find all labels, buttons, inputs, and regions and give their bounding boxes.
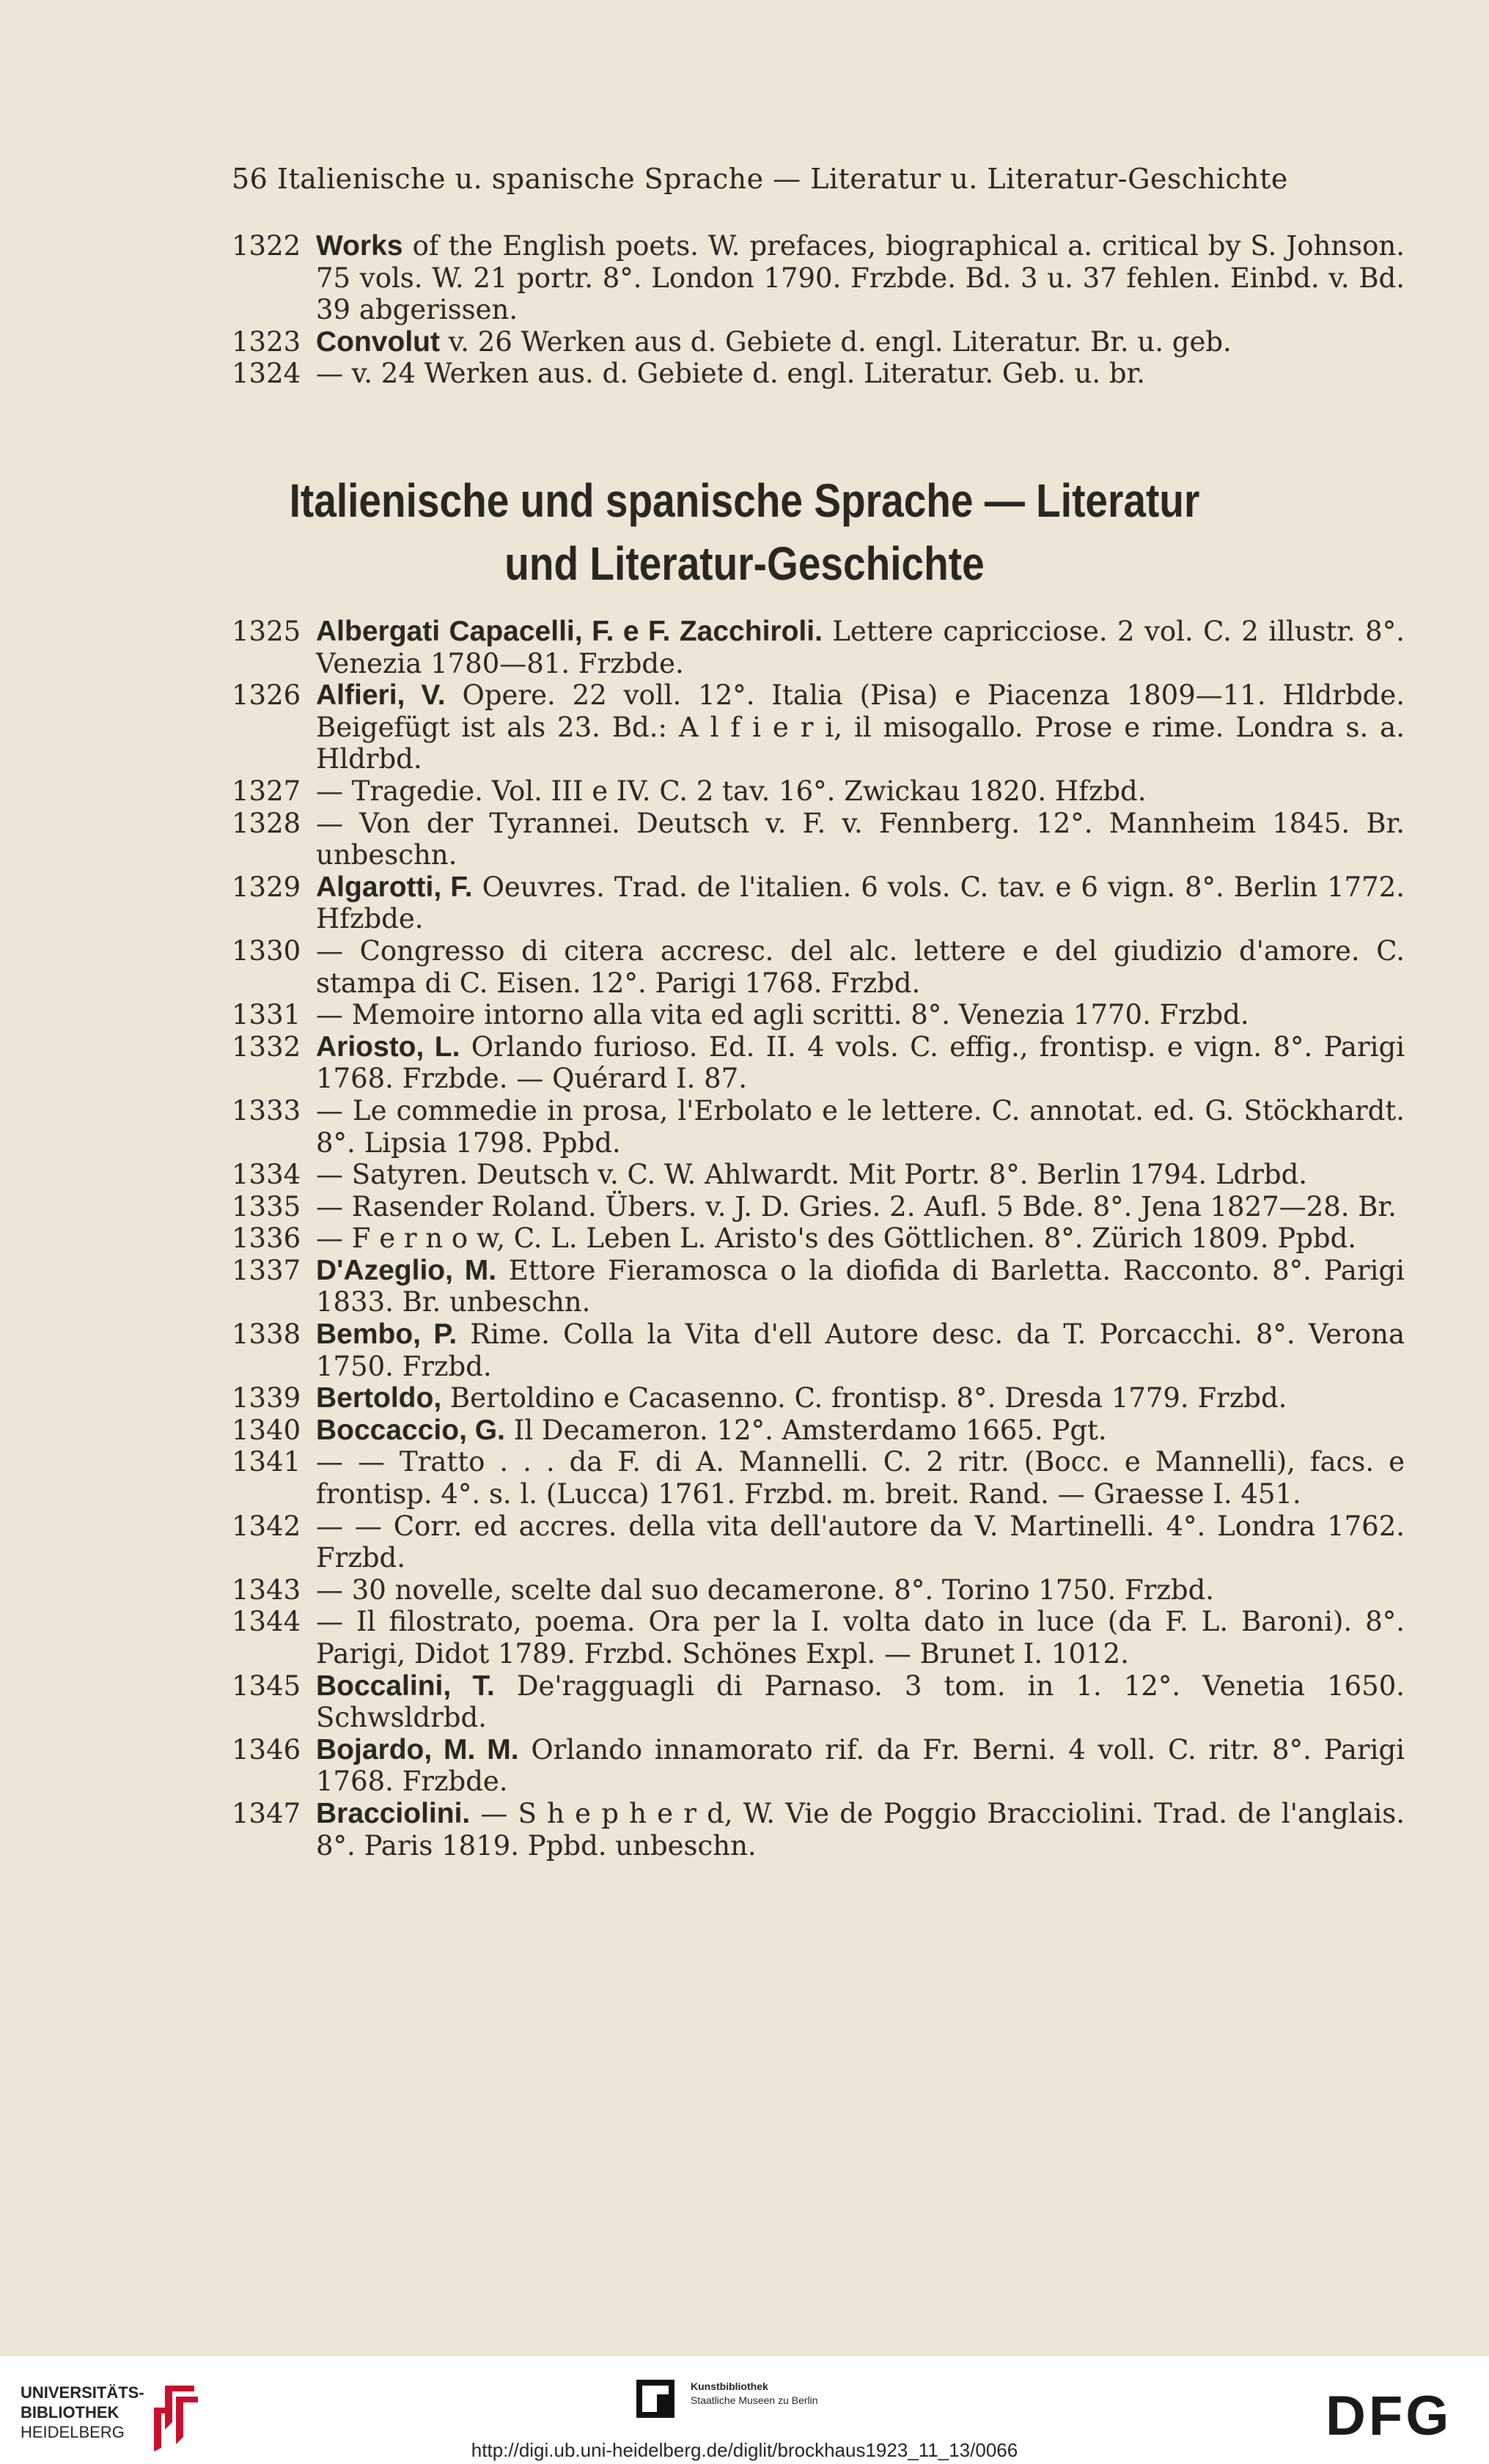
catalog-entry (232, 871, 1405, 935)
entry-body: — F e r n o w, C. L. Leben L. Aristo's des Göttlichen. 8°. Zürich 1809. Ppbd. (316, 1222, 1357, 1255)
entry-body: — Von der Tyrannei. Deutsch v. F. v. Fennberg. 12°. Mannheim 1845. Br. unbeschn. (316, 807, 1405, 871)
entry-number: 1339 (232, 1382, 301, 1414)
kunstbibliothek-label: Kunstbibliothek Staatliche Museen zu Berlin (691, 2380, 818, 2406)
entry-body: Oeuvres. Trad. de l'italien. 6 vols. C. tav. e 6 vign. 8°. Berlin 1772. Hfzbde. (316, 871, 1405, 935)
entry-body: — Le commedie in prosa, l'Erbolato e le lettere. C. annotat. ed. G. Stöckhardt. 8°. Lipsia 1798. Ppbd. (316, 1094, 1405, 1159)
entry-text (316, 1798, 1405, 1862)
entry-body: — Rasender Roland. Übers. v. J. D. Gries. 2. Aufl. 5 Bde. 8°. Jena 1827—28. Br. (316, 1190, 1397, 1222)
entry-heading: Bracciolini. (316, 1797, 471, 1829)
entry-number: 1330 (232, 934, 301, 967)
catalog-entry (232, 1574, 1405, 1607)
section-title-line-2: und Literatur-Geschichte (504, 537, 985, 590)
entry-text (316, 358, 1405, 390)
entry-body: of the English poets. W. prefaces, biographical a. critical by S. Johnson. 75 vols. W. 21 portr. 8°. London 1790. Frzbde. Bd. 3 u. 37 fehlen. Einbd. v. Bd. 39 abgerissen. (316, 230, 1405, 326)
entry-number: 1345 (232, 1670, 301, 1702)
section-title (104, 469, 1385, 595)
catalog-entry (232, 1318, 1405, 1382)
catalog-entry (232, 1446, 1405, 1510)
entries-main (232, 616, 1405, 1862)
catalog-entry (232, 1414, 1405, 1447)
catalog-entry (232, 808, 1405, 871)
entry-text (316, 1606, 1405, 1670)
entry-body: — — Corr. ed accres. della vita dell'autore da V. Martinelli. 4°. Londra 1762. Frzbd. (316, 1510, 1405, 1574)
catalog-entry (232, 1798, 1405, 1862)
catalog-entry (232, 775, 1405, 808)
entry-text (316, 1031, 1405, 1095)
entry-text (316, 775, 1405, 808)
entry-number: 1334 (232, 1159, 301, 1191)
entry-number: 1344 (232, 1606, 301, 1638)
entry-text (316, 999, 1405, 1031)
entry-number: 1343 (232, 1574, 301, 1606)
entry-text (316, 1095, 1405, 1159)
catalog-entry (232, 1095, 1405, 1159)
entry-text (316, 1414, 1405, 1447)
entry-text (316, 1382, 1405, 1414)
entry-number: 1347 (232, 1797, 301, 1829)
entry-body: — Tragedie. Vol. III e IV. C. 2 tav. 16°. Zwickau 1820. Hfzbd. (316, 775, 1147, 807)
entry-body: — S h e p h e r d, W. Vie de Poggio Bracciolini. Trad. de l'anglais. 8°. Paris 1819. Ppbd. unbeschn. (316, 1797, 1405, 1862)
entry-body: De'ragguagli di Parnaso. 3 tom. in 1. 12°. Venetia 1650. Schwsldrbd. (316, 1670, 1405, 1734)
catalog-entry (232, 1255, 1405, 1318)
entry-heading: Bertoldo, (316, 1382, 442, 1414)
entry-text (316, 1222, 1405, 1255)
entry-number: 1331 (232, 999, 301, 1031)
entry-text (316, 871, 1405, 935)
entry-heading: Bojardo, M. M. (316, 1733, 519, 1766)
entry-heading: Alfieri, V. (316, 679, 446, 712)
entry-body: Il Decameron. 12°. Amsterdamo 1665. Pgt. (504, 1414, 1107, 1446)
entry-number: 1322 (232, 230, 301, 262)
dfg-logo: DFG (1326, 2385, 1452, 2447)
entry-number: 1342 (232, 1510, 301, 1542)
entry-text (316, 1318, 1405, 1382)
entry-number: 1341 (232, 1446, 301, 1478)
entry-number: 1327 (232, 775, 301, 807)
entry-body: — 30 novelle, scelte dal suo decamerone. 8°. Torino 1750. Frzbd. (316, 1574, 1215, 1606)
entry-body: — v. 24 Werken aus. d. Gebiete d. engl. Literatur. Geb. u. br. (316, 358, 1145, 390)
entry-body: Opere. 22 voll. 12°. Italia (Pisa) e Piacenza 1809—11. Hldrbde. Beigefügt ist als 23. Bd.: A l f i e r i, il misogallo. Prose e rime. Londra s. a. Hldrbd. (316, 679, 1405, 775)
entry-text (316, 935, 1405, 999)
catalog-entry (232, 999, 1405, 1031)
entry-number: 1326 (232, 679, 301, 712)
entry-number: 1338 (232, 1318, 301, 1351)
entry-text (316, 1159, 1405, 1191)
entry-body: — — Tratto . . . da F. di A. Mannelli. C. 2 ritr. (Bocc. e Mannelli), facs. e frontisp. 4°. s. l. (Lucca) 1761. Frzbd. m. breit. Rand. — Graesse I. 451. (316, 1446, 1405, 1511)
entry-number: 1325 (232, 616, 301, 647)
footer (0, 2356, 1489, 2464)
running-head: 56 Italienische u. spanische Sprache — Literatur u. Literatur-Geschichte (232, 163, 1288, 195)
catalog-entry (232, 1222, 1405, 1255)
entry-heading: Bembo, P. (316, 1318, 457, 1351)
entry-text (316, 1734, 1405, 1798)
entry-body: Orlando innamorato rif. da Fr. Berni. 4 voll. C. ritr. 8°. Parigi 1768. Frzbde. (316, 1733, 1405, 1798)
catalog-entry (232, 358, 1405, 390)
entry-number: 1336 (232, 1222, 301, 1255)
entry-body: Bertoldino e Cacasenno. C. frontisp. 8°. Dresda 1779. Frzbd. (441, 1382, 1287, 1414)
catalog-entry (232, 1382, 1405, 1414)
entry-number: 1332 (232, 1030, 301, 1063)
entry-text (316, 1670, 1405, 1734)
entry-body: Rime. Colla la Vita d'ell Autore desc. da T. Porcacchi. 8°. Verona 1750. Frzbd. (316, 1318, 1405, 1382)
entry-text (316, 679, 1405, 775)
entry-heading: D'Azeglio, M. (316, 1254, 497, 1286)
entry-body: Orlando furioso. Ed. II. 4 vols. C. effig., frontisp. e vign. 8°. Parigi 1768. Frzbde. — Quérard I. 87. (316, 1030, 1405, 1095)
catalog-entry (232, 935, 1405, 999)
catalog-entry (232, 616, 1405, 679)
catalog-entry (232, 326, 1405, 358)
entry-text (316, 230, 1405, 326)
entry-body: v. 26 Werken aus d. Gebiete d. engl. Literatur. Br. u. geb. (439, 325, 1232, 358)
entry-number: 1333 (232, 1094, 301, 1126)
entries-top (232, 230, 1405, 390)
catalog-entry (232, 1734, 1405, 1798)
entry-number: 1337 (232, 1254, 301, 1286)
entry-number: 1329 (232, 871, 301, 903)
entry-heading: Boccalini, T. (316, 1670, 495, 1702)
entry-number: 1346 (232, 1733, 301, 1766)
entry-body: Lettere capricciose. 2 vol. C. 2 illustr. 8°. Venezia 1780—81. Frzbde. (316, 616, 1405, 679)
entry-text (316, 1255, 1405, 1318)
entry-text (316, 326, 1405, 358)
entry-number: 1340 (232, 1414, 301, 1446)
catalog-entry (232, 1511, 1405, 1574)
entry-body: — Il filostrato, poema. Ora per la I. volta dato in luce (da F. L. Baroni). 8°. Parigi, Didot 1789. Frzbd. Schönes Expl. — Brunet I. 1012. (316, 1606, 1405, 1670)
entry-body: — Memoire intorno alla vita ed agli scritti. 8°. Venezia 1770. Frzbd. (316, 999, 1249, 1031)
catalog-entry (232, 1159, 1405, 1191)
entry-text (316, 808, 1405, 871)
entry-body: Ettore Fieramosca o la diofida di Barletta. Racconto. 8°. Parigi 1833. Br. unbeschn. (316, 1254, 1405, 1318)
entry-text (316, 1574, 1405, 1607)
catalog-entry (232, 679, 1405, 775)
entry-number: 1323 (232, 325, 301, 358)
kunstbibliothek-logo-icon (636, 2380, 674, 2418)
entry-text (316, 1191, 1405, 1223)
catalog-entry (232, 1606, 1405, 1670)
entry-text (316, 616, 1405, 679)
catalog-entry (232, 1670, 1405, 1734)
page-url[interactable]: http://digi.ub.uni-heidelberg.de/diglit/brockhaus1923_11_13/0066 (471, 2439, 1018, 2461)
university-library-label: UNIVERSITÄTS- BIBLIOTHEK HEIDELBERG (21, 2383, 144, 2441)
entry-heading: Ariosto, L. (316, 1030, 460, 1063)
catalog-entry (232, 230, 1405, 326)
entry-heading: Algarotti, F. (316, 871, 473, 903)
entry-text (316, 1511, 1405, 1574)
entry-body: — Satyren. Deutsch v. C. W. Ahlwardt. Mit Portr. 8°. Berlin 1794. Ldrbd. (316, 1159, 1308, 1191)
entry-number: 1328 (232, 807, 301, 839)
entry-number: 1324 (232, 358, 301, 390)
catalog-entry (232, 1031, 1405, 1095)
entry-number: 1335 (232, 1190, 301, 1222)
catalog-entry (232, 1191, 1405, 1223)
entry-text (316, 1446, 1405, 1510)
entry-body: — Congresso di citera accresc. del alc. lettere e del giudizio d'amore. C. stampa di C. Eisen. 12°. Parigi 1768. Frzbd. (316, 934, 1405, 999)
entry-heading: Albergati Capacelli, F. e F. Zacchiroli. (316, 616, 823, 647)
entry-heading: Convolut (316, 325, 440, 358)
entry-heading: Works (316, 230, 403, 262)
section-title-line-1: Italienische und spanische Sprache — Literatur (289, 474, 1200, 527)
entry-heading: Boccaccio, G. (316, 1414, 505, 1446)
